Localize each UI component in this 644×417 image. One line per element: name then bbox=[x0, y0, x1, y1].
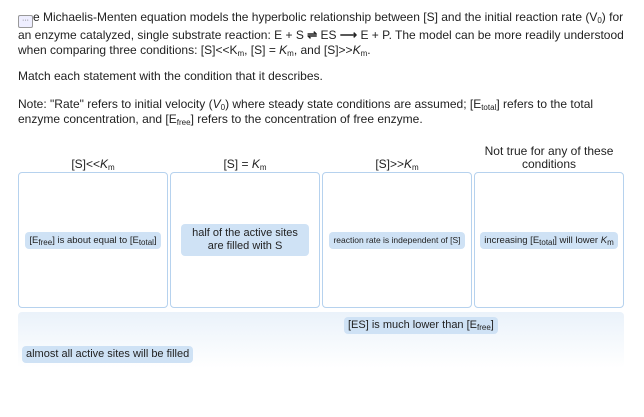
drop-bin-s-equals-km[interactable] bbox=[170, 172, 320, 308]
chip-rate-independent[interactable]: reaction rate is independent of [S] bbox=[329, 232, 464, 249]
drop-bin-s-much-greater-km[interactable] bbox=[322, 172, 472, 308]
instruction: Match each statement with the condition that it describes. bbox=[18, 69, 323, 83]
header-s-much-greater-km: $[S]>>K_m$ bbox=[375, 157, 419, 172]
chip-efree-equal-etotal[interactable]: $[E_{free}]$ is about equal to $[E_{total}]$ bbox=[25, 232, 160, 249]
header-s-equals-km: $[S] = K_m$ bbox=[223, 157, 267, 172]
note-paragraph: Note: "Rate" refers to initial velocity $(V_0)$ where steady state conditions are assumed; $[E_{total}]$ refers to the total enzyme concentration, and $[E_{free}]$ refers to the concentration of free enzyme. bbox=[18, 97, 594, 127]
chip-es-lower-efree[interactable]: [ES] is much lower than $[E_{free}]$ bbox=[344, 317, 498, 334]
chip-half-sites-filled[interactable]: half of the active sites are filled with S bbox=[181, 224, 309, 256]
header-s-much-less-km: $[S]<<K_m$ bbox=[71, 157, 115, 172]
forward-arrow-icon: ⟶ bbox=[339, 28, 358, 42]
hint-bubble-icon[interactable]: ··· bbox=[18, 15, 33, 28]
header-not-true: Not true for any of these conditions bbox=[484, 144, 614, 171]
chip-almost-all-filled[interactable]: almost all active sites will be filled bbox=[22, 346, 193, 363]
drop-bin-s-much-less-km[interactable] bbox=[18, 172, 168, 308]
drop-bin-not-true[interactable] bbox=[474, 172, 624, 308]
chip-increasing-etotal[interactable]: increasing $[E_{total}]$ will lower $K_m$ bbox=[480, 232, 618, 249]
answer-pool[interactable] bbox=[18, 312, 624, 368]
intro-paragraph: ··· e Michaelis-Menten equation models the hyperbolic relationship between [S] and the initial reaction rate $(V_0)$ for an enzyme catalyzed, single substrate reaction: E + S ⇌ ES ⟶ E + P. The model can be more readily understood when comparing three conditions: $[S]<<K_m$, $[S] = K_m$, and $[S]>>K_m$. bbox=[18, 10, 624, 58]
equilibrium-arrow-icon: ⇌ bbox=[307, 28, 318, 42]
